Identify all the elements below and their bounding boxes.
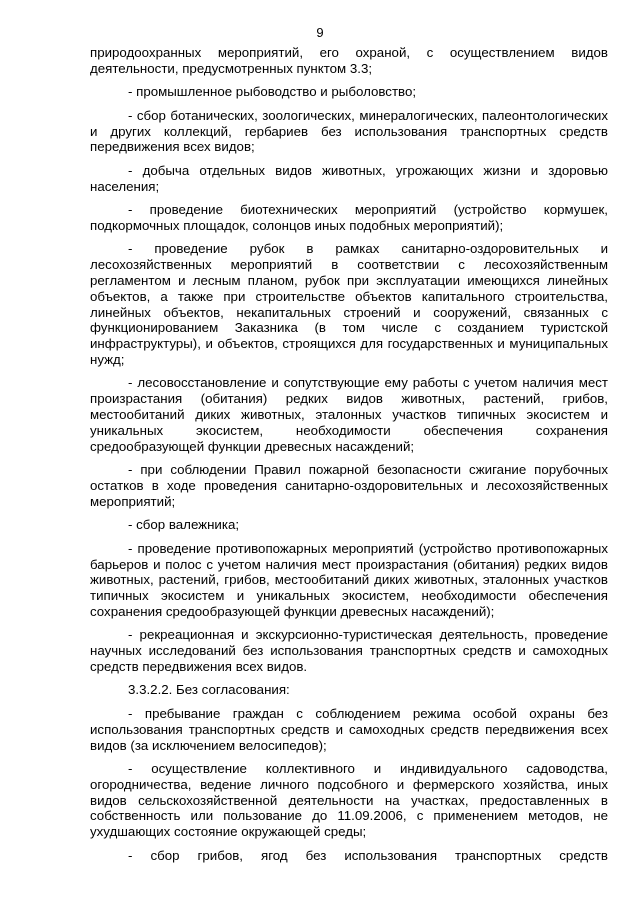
list-item-burning-residues: - при соблюдении Правил пожарной безопасности сжигание порубочных остатков в ходе проведения санитарно-оздоровительных и лесохозяйственных мероприятий; [90, 462, 608, 509]
list-item-biotechnical: - проведение биотехнических мероприятий (устройство кормушек, подкормочных площадок, солонцов иных подобных мероприятий); [90, 202, 608, 233]
list-item-dangerous-animals: - добыча отдельных видов животных, угрожающих жизни и здоровью населения; [90, 162, 608, 194]
list-item-reforestation: - лесовосстановление и сопутствующие ему работы с учетом наличия мест произрастания (обитания) редких видов животных, растений, грибов, местообитаний диких животных, эталонных участков типичных экосистем и уникальных экосистем, необходимости обеспечения сохранения средообразующей функции древесных насаждений; [90, 375, 608, 454]
list-item-gardening: - осуществление коллективного и индивидуального садоводства, огородничества, ведение личного подсобного и фермерского хозяйства, иных видов сельскохозяйственной деятельности на участках, предоставленных в собственность или пользование до 11.09.2006, с применением методов, не ухудшающих состояние окружающей среды; [90, 761, 608, 840]
list-item-collections: - сбор ботанических, зоологических, минералогических, палеонтологических и других коллекций, гербариев без использования транспортных средств передвижения всех видов; [90, 107, 608, 155]
list-item-recreation: - рекреационная и экскурсионно-туристическая деятельность, проведение научных исследований без использования транспортных средств и самоходных средств передвижения всех видов. [90, 627, 608, 674]
page-number: 9 [316, 25, 324, 40]
list-item-mushrooms-berries: - сбор грибов, ягод без использования транспортных средств [128, 847, 608, 863]
list-item-logging: - проведение рубок в рамках санитарно-оздоровительных и лесохозяйственных мероприятий в соответствии с лесохозяйственным регламентом и лесным планом, рубок при эксплуатации имеющихся линейных объектов, а также при строительстве объектов капитального строительства, линейных объектов, некапитальных строений и сооружений, связанных с функционированием Заказника (в том числе с созданием туристской инфраструктуры), и объектов, строящихся для государственных и муниципальных нужд; [90, 241, 608, 367]
list-item-fish-farming: - промышленное рыбоводство и рыболовство; [128, 84, 417, 100]
section-heading-without-approval: 3.3.2.2. Без согласования: [128, 682, 290, 698]
list-item-fire-prevention: - проведение противопожарных мероприятий (устройство противопожарных барьеров и полос с учетом наличия мест произрастания (обитания) редких видов животных, растений, грибов, местообитаний диких животных, эталонных участков типичных экосистем и уникальных экосистем, необходимости обеспечения сохранения средообразующей функции древесных насаждений); [90, 540, 608, 619]
list-item-deadwood: - сбор валежника; [128, 517, 240, 533]
document-body [90, 45, 608, 871]
paragraph-continuation: природоохранных мероприятий, его охраной, с осуществлением видов деятельности, предусмотренных пунктом 3.3; [90, 45, 608, 76]
list-item-citizen-stay: - пребывание граждан с соблюдением режима особой охраны без использования транспортных средств и самоходных средств передвижения всех видов (за исключением велосипедов); [90, 705, 608, 753]
